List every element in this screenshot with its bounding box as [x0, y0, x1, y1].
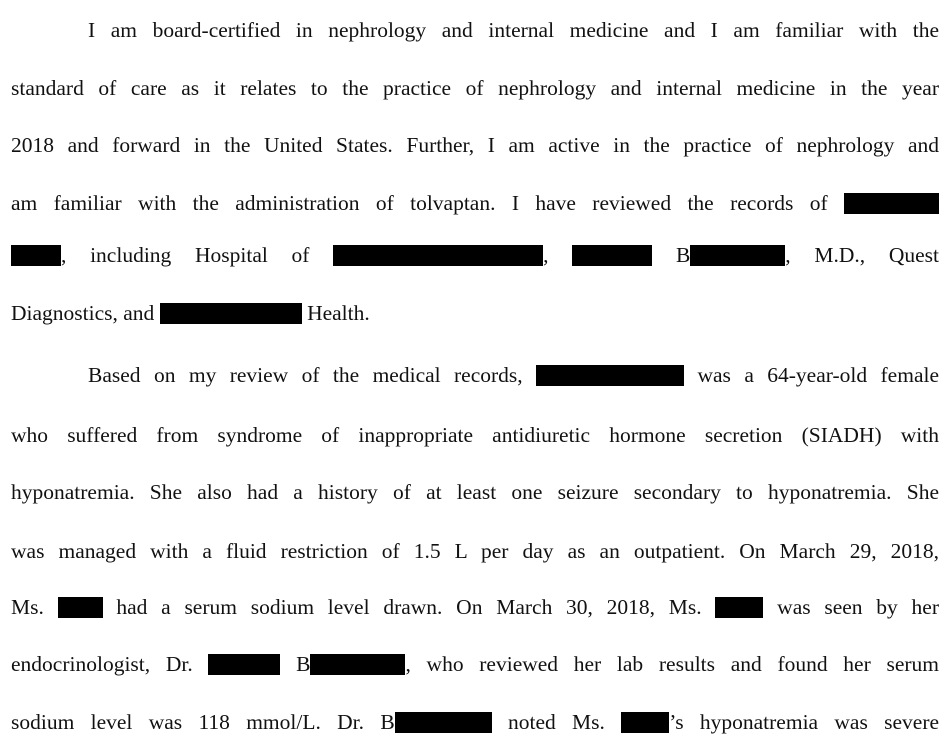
p1-line-2-text: standard of care as it relates to the practice of nephrology and internal medicine in the year [11, 76, 939, 100]
p2-line-2-text: who suffered from syndrome of inappropriate antidiuretic hormone secretion (SIADH) with [11, 423, 939, 447]
p2-line-7 [11, 707, 939, 737]
p2-line-5 [11, 592, 939, 622]
p1-line-3 [11, 130, 939, 160]
p2-line-6-b: B [296, 652, 311, 676]
p1-line-5-d: , M.D., Quest [785, 243, 939, 267]
p2-line-5-c: was seen by her [777, 595, 939, 619]
redaction-block [160, 303, 302, 324]
p2-line-3 [11, 477, 939, 507]
p1-line-5-b: , [543, 243, 549, 267]
redaction-block [58, 597, 103, 618]
redaction-block [208, 654, 280, 675]
p2-line-1 [88, 360, 939, 390]
p2-line-6-a: endocrinologist, Dr. [11, 652, 193, 676]
p2-line-7-b: noted Ms. [507, 710, 605, 734]
p2-line-1-b: was a 64-year-old female [697, 363, 939, 387]
p1-line-3-text: 2018 and forward in the United States. Further, I am active in the practice of nephrology and [11, 133, 939, 157]
p2-line-2 [11, 420, 939, 450]
p2-line-7-a: sodium level was 118 mmol/L. Dr. B [11, 710, 395, 734]
p1-line-6-b: Health. [307, 301, 370, 325]
p2-line-6-c: , who reviewed her lab results and found her serum [405, 652, 939, 676]
p2-line-6 [11, 649, 939, 679]
p1-line-6 [11, 298, 939, 328]
p1-line-1 [88, 15, 939, 45]
redaction-block [536, 365, 684, 386]
redaction-block [715, 597, 763, 618]
redaction-block [690, 245, 785, 266]
p1-line-6-a: Diagnostics, and [11, 301, 155, 325]
p1-line-5-c: B [675, 243, 691, 267]
p2-line-1-a: Based on my review of the medical records, [88, 363, 523, 387]
p1-line-5 [11, 240, 939, 270]
p1-line-1-text: I am board-certified in nephrology and internal medicine and I am familiar with the [88, 18, 939, 42]
p2-line-4-text: was managed with a fluid restriction of 1.5 L per day as an outpatient. On March 29, 2018, [11, 539, 939, 563]
redaction-block [333, 245, 543, 266]
p1-line-2 [11, 73, 939, 103]
redaction-block [572, 245, 652, 266]
p2-line-4 [11, 536, 939, 566]
redaction-block [621, 712, 669, 733]
p1-line-4 [11, 188, 939, 218]
redaction-block [310, 654, 405, 675]
redaction-block [395, 712, 492, 733]
p1-line-5-a: , including Hospital of [61, 243, 310, 267]
redaction-block [844, 193, 939, 214]
redaction-block [11, 245, 61, 266]
p1-line-4-text: am familiar with the administration of tolvaptan. I have reviewed the records of [11, 191, 828, 215]
p2-line-5-b: had a serum sodium level drawn. On March 30, 2018, Ms. [116, 595, 702, 619]
p2-line-7-c: ’s hyponatremia was severe [669, 710, 939, 734]
p2-line-3-text: hyponatremia. She also had a history of at least one seizure secondary to hyponatremia. She [11, 480, 939, 504]
p2-line-5-a: Ms. [11, 595, 44, 619]
